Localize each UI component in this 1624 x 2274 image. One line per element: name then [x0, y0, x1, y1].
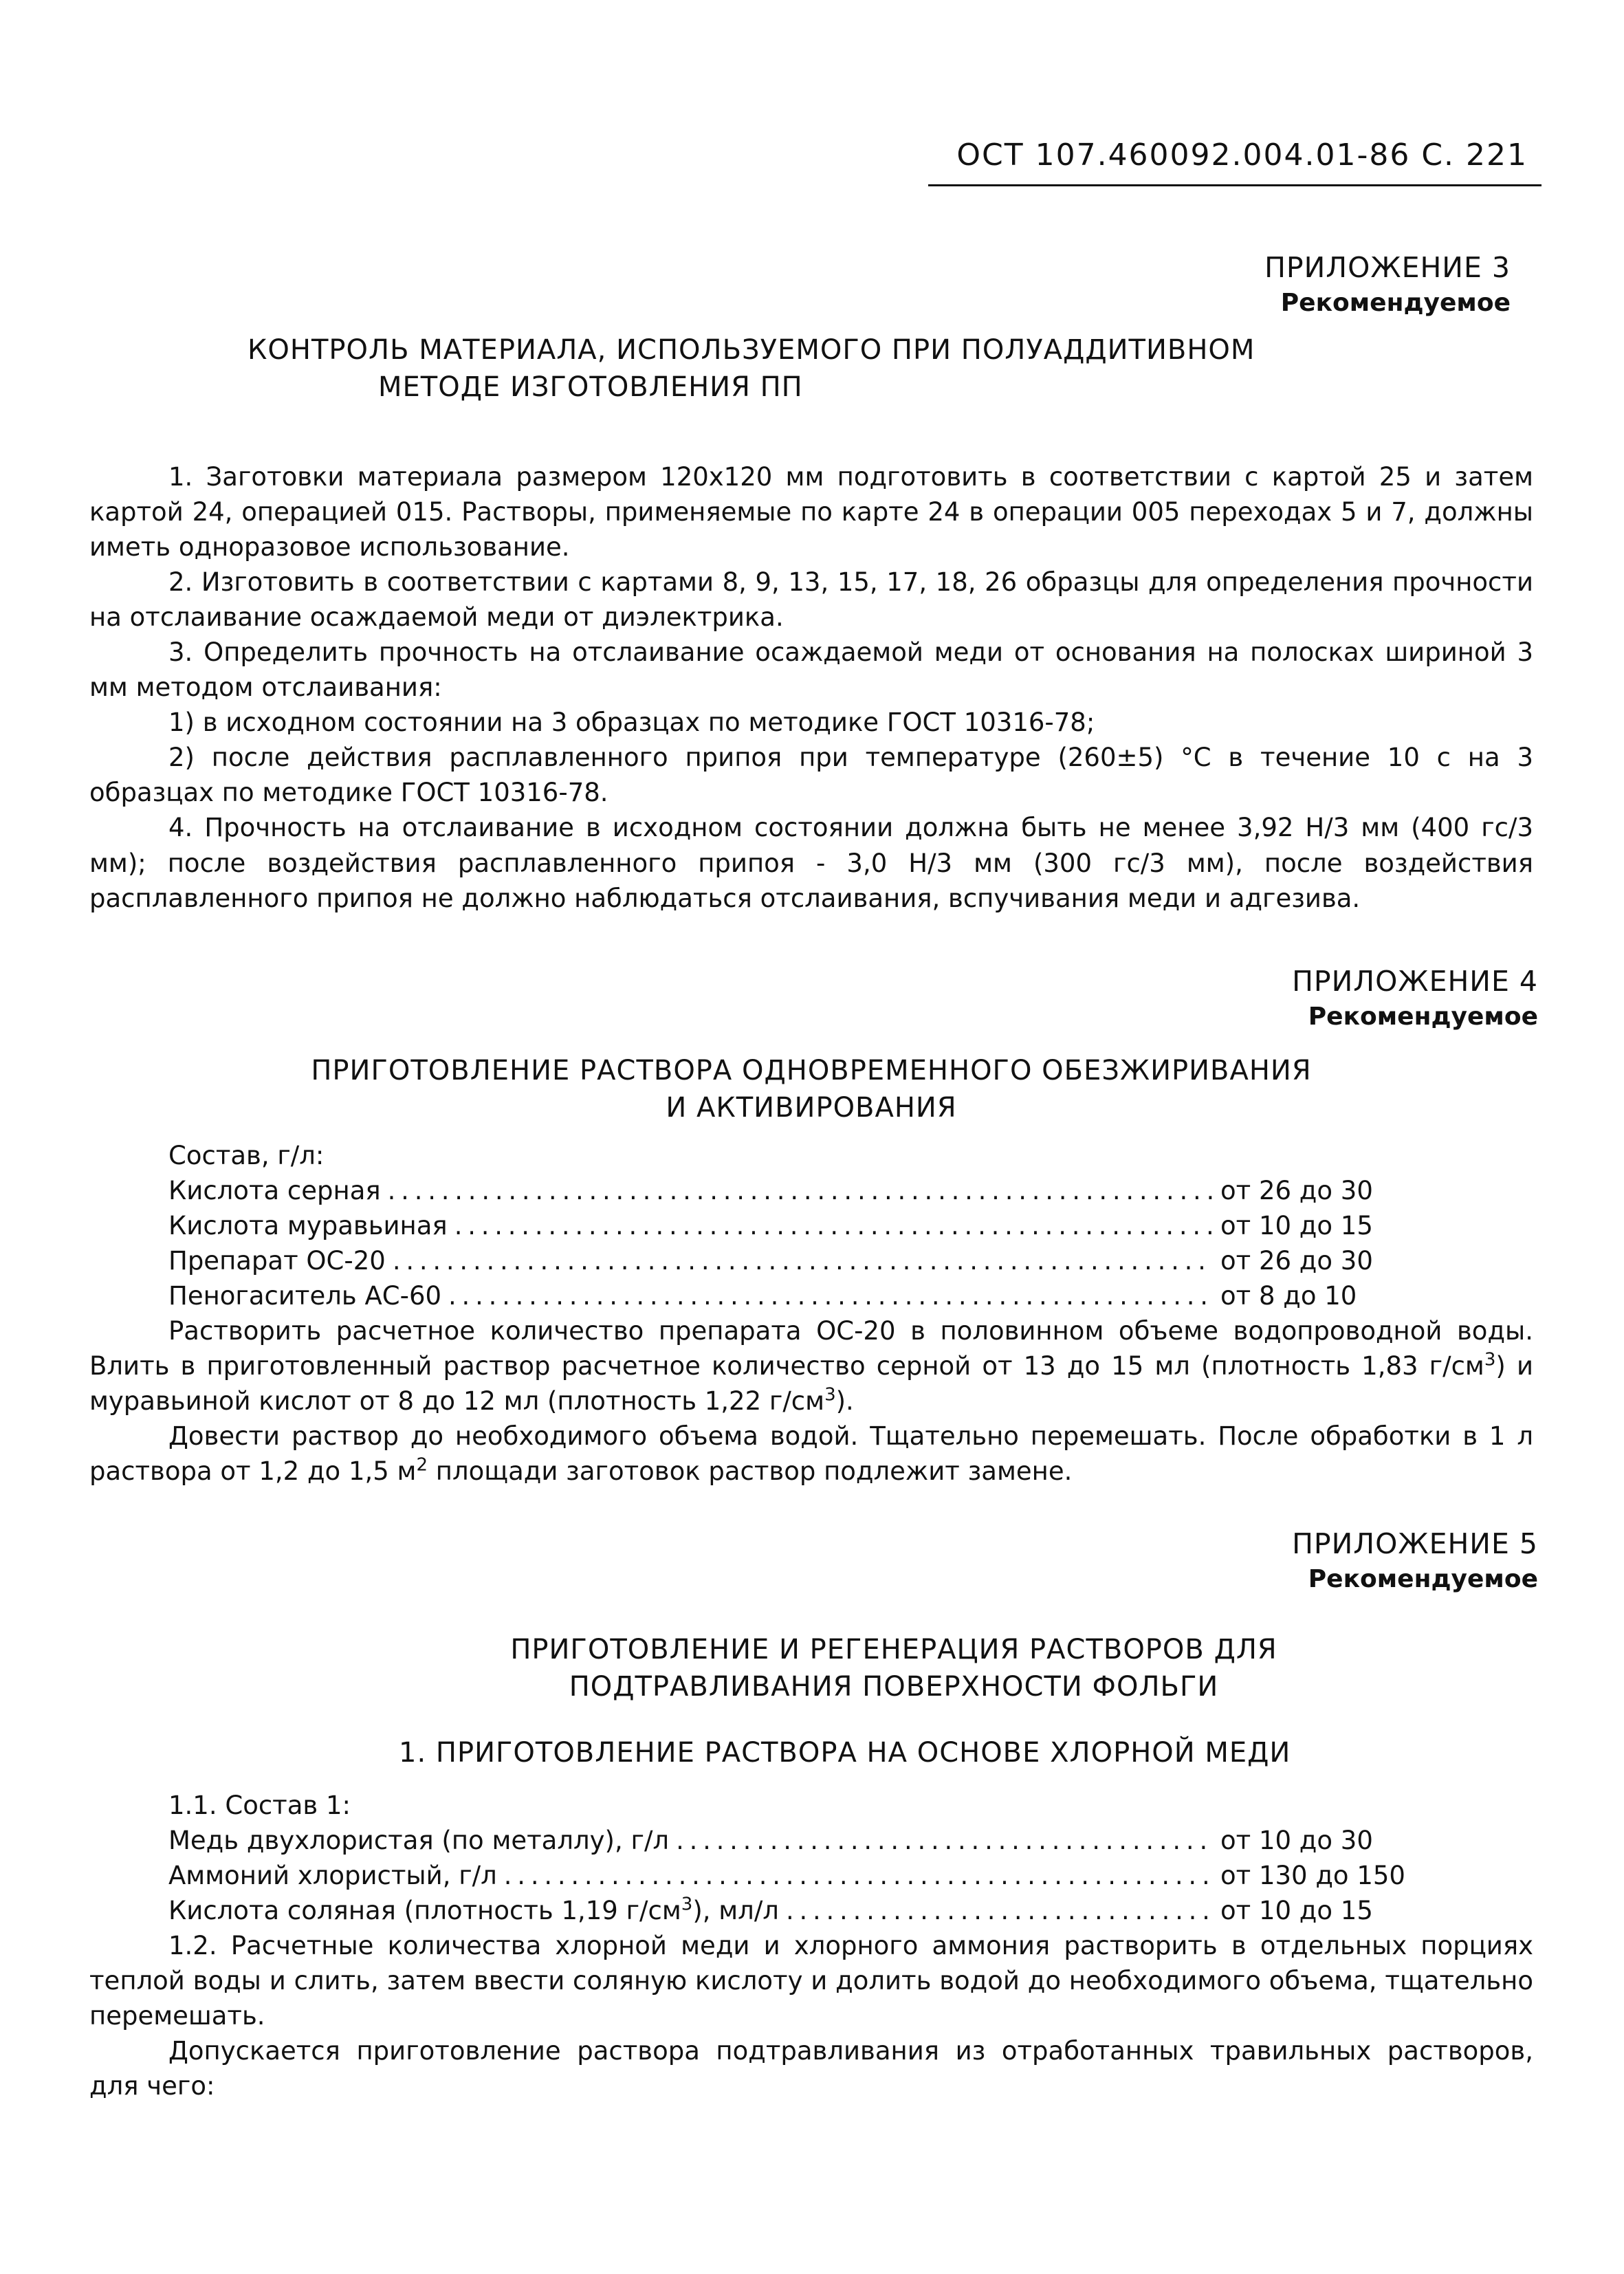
appendix-5-title-line-2: ПОДТРАВЛИВАНИЯ ПОВЕРХНОСТИ ФОЛЬГИ: [569, 1671, 1219, 1703]
appendix-5-label: [1292, 1525, 1538, 1597]
superscript: 3: [681, 1894, 693, 1915]
component-value: от 26 до 30: [1220, 1246, 1373, 1276]
component-name: Аммоний хлористый, г/л: [168, 1861, 497, 1891]
appendix-3-title: [248, 331, 1361, 406]
component-value: от 10 до 30: [1220, 1826, 1373, 1856]
text-run: площади заготовок раствор подлежит замене.: [428, 1456, 1073, 1487]
paragraph-allowed: Допускается приготовление раствора подтравливания из отработанных травильных растворов, для чего:: [89, 2036, 1533, 2101]
header-rule: [928, 184, 1541, 186]
component-name: Кислота серная: [168, 1176, 381, 1206]
leader-dots: [786, 1893, 1214, 1928]
paragraph-3: 3. Определить прочность на отслаивание осаждаемой меди от основания на полосках шириной 3 мм методом отслаивания:: [89, 637, 1533, 703]
appendix-5-body: [89, 1788, 1533, 2103]
text-run: Кислота соляная (плотность 1,19 г/см: [168, 1896, 681, 1926]
text-run: ).: [835, 1386, 854, 1417]
component-name: Кислота муравьиная: [168, 1211, 448, 1241]
leader-dots: [454, 1208, 1214, 1243]
appendix-4-title: [227, 1052, 1396, 1126]
appendix-4-number: ПРИЛОЖЕНИЕ 4: [1292, 965, 1538, 998]
paragraph-4: 4. Прочность на отслаивание в исходном состоянии должна быть не менее 3,92 Н/3 мм (400 гс/3 мм); после воздействия расплавленного припоя - 3,0 Н/3 мм (300 гс/3 мм), после воздействия расплавленного припоя не должно наблюдаться отслаивания, вспучивания меди и адгезива.: [89, 813, 1533, 913]
composition-list: [89, 1788, 1533, 1928]
leader-dots: [676, 1823, 1214, 1858]
appendix-3-label: [1264, 249, 1511, 320]
text-run: Довести раствор до необходимого объема водой. Тщательно перемешать. После обработки в 1 л раствора от 1,2 до 1,5 м: [89, 1421, 1533, 1487]
component-name: Пеногаситель АС-60: [168, 1281, 442, 1311]
appendix-4-title-line-1: ПРИГОТОВЛЕНИЕ РАСТВОРА ОДНОВРЕМЕННОГО ОБЕЗЖИРИВАНИЯ: [311, 1055, 1312, 1086]
component-value: от 130 до 150: [1220, 1861, 1405, 1891]
composition-heading: Состав, г/л:: [168, 1141, 325, 1170]
paragraph-3-item-2: 2) после действия расплавленного припоя при температуре (260±5) °С в течение 10 с на 3 образцах по методике ГОСТ 10316-78.: [89, 743, 1533, 808]
appendix-4-label: [1292, 963, 1538, 1034]
composition-heading: 1.1. Состав 1:: [168, 1791, 351, 1820]
appendix-4-body: [89, 1138, 1533, 1489]
paragraph-finish: [89, 1419, 1533, 1489]
composition-row: [168, 1893, 1533, 1928]
component-name: Препарат ОС-20: [168, 1246, 386, 1276]
component-name: Медь двухлористая (по металлу), г/л: [168, 1826, 670, 1856]
text-run: ), мл/л: [692, 1896, 779, 1926]
appendix-5-title: [413, 1631, 1375, 1705]
leader-dots: [448, 1278, 1214, 1313]
appendix-4-title-line-2: И АКТИВИРОВАНИЯ: [666, 1092, 957, 1124]
appendix-3-body: [89, 459, 1533, 916]
composition-row: [168, 1823, 1533, 1858]
paragraph-2: 2. Изготовить в соответствии с картами 8, 9, 13, 15, 17, 18, 26 образцы для определения прочности на отслаивание осаждаемой меди от диэлектрика.: [89, 567, 1533, 633]
component-value: от 8 до 10: [1220, 1281, 1357, 1311]
paragraph-dissolve: [89, 1313, 1533, 1419]
component-name: [168, 1893, 779, 1928]
composition-row: [168, 1858, 1533, 1893]
paragraph-1-2: 1.2. Расчетные количества хлорной меди и хлорного аммония растворить в отдельных порциях теплой воды и слить, затем ввести соляную кислоту и долить водой до необходимого объема, тщательно перемешать.: [89, 1931, 1533, 2031]
composition-row: [168, 1278, 1533, 1313]
paragraph-3-item-1: 1) в исходном состоянии на 3 образцах по методике ГОСТ 10316-78;: [168, 708, 1095, 738]
composition-row: [168, 1208, 1533, 1243]
component-value: от 10 до 15: [1220, 1896, 1373, 1926]
superscript: 3: [824, 1385, 836, 1406]
text-run: ) и муравьиной кислот от 8 до 12 мл (плотность 1,22 г/см: [89, 1351, 1533, 1417]
superscript: 2: [416, 1455, 428, 1476]
page-header: ОСТ 107.460092.004.01-86 С. 221: [956, 138, 1528, 173]
appendix-3-title-line-1: КОНТРОЛЬ МАТЕРИАЛА, ИСПОЛЬЗУЕМОГО ПРИ ПОЛУАДДИТИВНОМ: [248, 334, 1255, 366]
composition-row: [168, 1243, 1533, 1278]
leader-dots: [388, 1173, 1214, 1208]
appendix-5-number: ПРИЛОЖЕНИЕ 5: [1292, 1527, 1538, 1560]
section-title: 1. ПРИГОТОВЛЕНИЕ РАСТВОРА НА ОСНОВЕ ХЛОРНОЙ МЕДИ: [399, 1737, 1291, 1769]
leader-dots: [393, 1243, 1214, 1278]
component-value: от 10 до 15: [1220, 1211, 1373, 1241]
paragraph-1: 1. Заготовки материала размером 120х120 мм подготовить в соответствии с картой 25 и затем картой 24, операцией 015. Растворы, применяемые по карте 24 в операции 005 переходах 5 и 7, должны иметь одноразовое использование.: [89, 462, 1533, 562]
composition-row: [168, 1173, 1533, 1208]
appendix-5-title-line-1: ПРИГОТОВЛЕНИЕ И РЕГЕНЕРАЦИЯ РАСТВОРОВ ДЛЯ: [510, 1634, 1277, 1665]
text-run: Растворить расчетное количество препарата ОС-20 в половинном объеме водопроводной воды. Влить в приготовленный раствор расчетное количество серной от 13 до 15 мл (плотность 1,83 г/см: [89, 1316, 1533, 1381]
superscript: 3: [1484, 1349, 1496, 1370]
appendix-5-kind: Рекомендуемое: [1308, 1565, 1538, 1594]
appendix-3-kind: Рекомендуемое: [1280, 289, 1511, 318]
leader-dots: [504, 1858, 1214, 1893]
appendix-4-kind: Рекомендуемое: [1308, 1003, 1538, 1031]
appendix-3-number: ПРИЛОЖЕНИЕ 3: [1264, 251, 1511, 284]
composition-list: [89, 1138, 1533, 1313]
component-value: от 26 до 30: [1220, 1176, 1373, 1206]
appendix-3-title-line-2: МЕТОДЕ ИЗГОТОВЛЕНИЯ ПП: [378, 371, 803, 403]
